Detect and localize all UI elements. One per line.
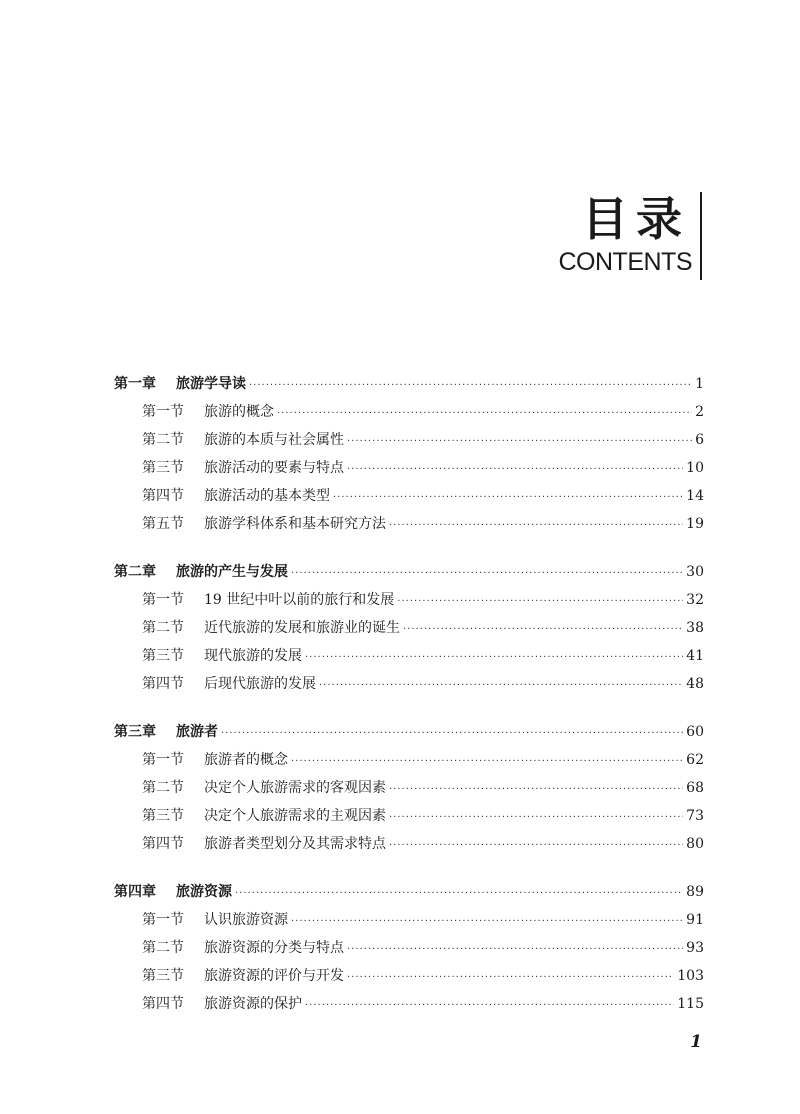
page-ref: 73 bbox=[686, 808, 704, 824]
section-number: 第三节 bbox=[142, 968, 184, 984]
leader-dots bbox=[277, 400, 692, 428]
section-number: 第二节 bbox=[142, 432, 184, 448]
section-title: 19 世纪中叶以前的旅行和发展 bbox=[204, 592, 395, 608]
section-entry[interactable] bbox=[114, 990, 704, 1018]
section-title: 旅游活动的基本类型 bbox=[204, 488, 330, 504]
section-number: 第一节 bbox=[142, 912, 184, 928]
section-title: 决定个人旅游需求的主观因素 bbox=[204, 808, 386, 824]
page-ref: 91 bbox=[686, 912, 704, 928]
leader-dots bbox=[389, 832, 683, 860]
page-ref: 115 bbox=[677, 996, 704, 1012]
section-number: 第三节 bbox=[142, 808, 184, 824]
section-number: 第四节 bbox=[142, 676, 184, 692]
chapter-4 bbox=[114, 878, 704, 1018]
page-ref: 93 bbox=[686, 940, 704, 956]
page-ref: 32 bbox=[686, 592, 704, 608]
page-ref: 80 bbox=[686, 836, 704, 852]
chapter-number: 第二章 bbox=[114, 564, 156, 580]
section-entry[interactable] bbox=[114, 830, 704, 858]
toc-title-english: CONTENTS bbox=[558, 248, 692, 276]
section-entry[interactable] bbox=[114, 586, 704, 614]
section-entry[interactable] bbox=[114, 774, 704, 802]
chapter-3 bbox=[114, 718, 704, 858]
page-ref: 10 bbox=[686, 460, 704, 476]
section-entry[interactable] bbox=[114, 614, 704, 642]
page-ref: 62 bbox=[686, 752, 704, 768]
leader-dots bbox=[347, 964, 674, 992]
section-title: 后现代旅游的发展 bbox=[204, 676, 316, 692]
page-ref: 103 bbox=[677, 968, 704, 984]
chapter-number: 第三章 bbox=[114, 724, 156, 740]
section-entry[interactable] bbox=[114, 670, 704, 698]
chapter-title: 旅游学导读 bbox=[176, 376, 246, 392]
leader-dots bbox=[389, 804, 683, 832]
page-ref: 41 bbox=[686, 648, 704, 664]
chapter-entry[interactable] bbox=[114, 370, 704, 398]
chapter-entry[interactable] bbox=[114, 878, 704, 906]
section-title: 旅游资源的保护 bbox=[204, 996, 302, 1012]
section-entry[interactable] bbox=[114, 482, 704, 510]
section-title: 认识旅游资源 bbox=[204, 912, 288, 928]
page-ref: 14 bbox=[686, 488, 704, 504]
chapter-entry[interactable] bbox=[114, 718, 704, 746]
leader-dots bbox=[305, 644, 683, 672]
chapter-1 bbox=[114, 370, 704, 538]
page-ref: 89 bbox=[686, 884, 704, 900]
leader-dots bbox=[291, 560, 683, 588]
section-entry[interactable] bbox=[114, 962, 704, 990]
page-ref: 6 bbox=[695, 432, 704, 448]
chapter-title: 旅游者 bbox=[176, 724, 218, 740]
section-title: 现代旅游的发展 bbox=[204, 648, 302, 664]
leader-dots bbox=[389, 512, 683, 540]
section-entry[interactable] bbox=[114, 642, 704, 670]
section-entry[interactable] bbox=[114, 906, 704, 934]
chapter-entry[interactable] bbox=[114, 558, 704, 586]
section-title: 旅游资源的分类与特点 bbox=[204, 940, 344, 956]
section-entry[interactable] bbox=[114, 510, 704, 538]
table-of-contents bbox=[114, 370, 704, 1038]
leader-dots bbox=[221, 720, 683, 748]
section-title: 旅游资源的评价与开发 bbox=[204, 968, 344, 984]
chapter-title: 旅游的产生与发展 bbox=[176, 564, 288, 580]
section-entry[interactable] bbox=[114, 934, 704, 962]
leader-dots bbox=[397, 588, 683, 616]
leader-dots bbox=[403, 616, 683, 644]
section-number: 第二节 bbox=[142, 620, 184, 636]
section-number: 第三节 bbox=[142, 648, 184, 664]
leader-dots bbox=[347, 456, 683, 484]
section-title: 旅游学科体系和基本研究方法 bbox=[204, 516, 386, 532]
section-title: 旅游活动的要素与特点 bbox=[204, 460, 344, 476]
page-ref: 2 bbox=[695, 404, 704, 420]
chapter-title: 旅游资源 bbox=[176, 884, 232, 900]
toc-title-chinese: 目录 bbox=[582, 192, 690, 246]
leader-dots bbox=[235, 880, 683, 908]
leader-dots bbox=[389, 776, 683, 804]
leader-dots bbox=[333, 484, 683, 512]
section-entry[interactable] bbox=[114, 426, 704, 454]
section-number: 第四节 bbox=[142, 488, 184, 504]
page-ref: 1 bbox=[695, 376, 704, 392]
section-number: 第二节 bbox=[142, 780, 184, 796]
chapter-number: 第一章 bbox=[114, 376, 156, 392]
leader-dots bbox=[249, 372, 692, 400]
section-entry[interactable] bbox=[114, 802, 704, 830]
leader-dots bbox=[291, 748, 683, 776]
page-ref: 19 bbox=[686, 516, 704, 532]
section-entry[interactable] bbox=[114, 398, 704, 426]
section-number: 第一节 bbox=[142, 404, 184, 420]
section-entry[interactable] bbox=[114, 746, 704, 774]
toc-header bbox=[534, 192, 704, 284]
leader-dots bbox=[347, 428, 692, 456]
section-title: 旅游者的概念 bbox=[204, 752, 288, 768]
page-ref: 38 bbox=[686, 620, 704, 636]
chapter-number: 第四章 bbox=[114, 884, 156, 900]
section-number: 第四节 bbox=[142, 996, 184, 1012]
section-number: 第一节 bbox=[142, 592, 184, 608]
section-title: 近代旅游的发展和旅游业的诞生 bbox=[204, 620, 400, 636]
section-number: 第五节 bbox=[142, 516, 184, 532]
section-title: 旅游的本质与社会属性 bbox=[204, 432, 344, 448]
header-vertical-rule bbox=[700, 192, 702, 280]
section-title: 旅游的概念 bbox=[204, 404, 274, 420]
leader-dots bbox=[347, 936, 683, 964]
page-ref: 60 bbox=[686, 724, 704, 740]
page-ref: 68 bbox=[686, 780, 704, 796]
section-number: 第三节 bbox=[142, 460, 184, 476]
page-ref: 30 bbox=[686, 564, 704, 580]
section-title: 旅游者类型划分及其需求特点 bbox=[204, 836, 386, 852]
section-number: 第二节 bbox=[142, 940, 184, 956]
chapter-2 bbox=[114, 558, 704, 698]
section-entry[interactable] bbox=[114, 454, 704, 482]
leader-dots bbox=[319, 672, 683, 700]
page-ref: 48 bbox=[686, 676, 704, 692]
section-title: 决定个人旅游需求的客观因素 bbox=[204, 780, 386, 796]
leader-dots bbox=[291, 908, 683, 936]
page-number: 1 bbox=[690, 1032, 702, 1052]
leader-dots bbox=[305, 992, 674, 1020]
section-number: 第四节 bbox=[142, 836, 184, 852]
section-number: 第一节 bbox=[142, 752, 184, 768]
